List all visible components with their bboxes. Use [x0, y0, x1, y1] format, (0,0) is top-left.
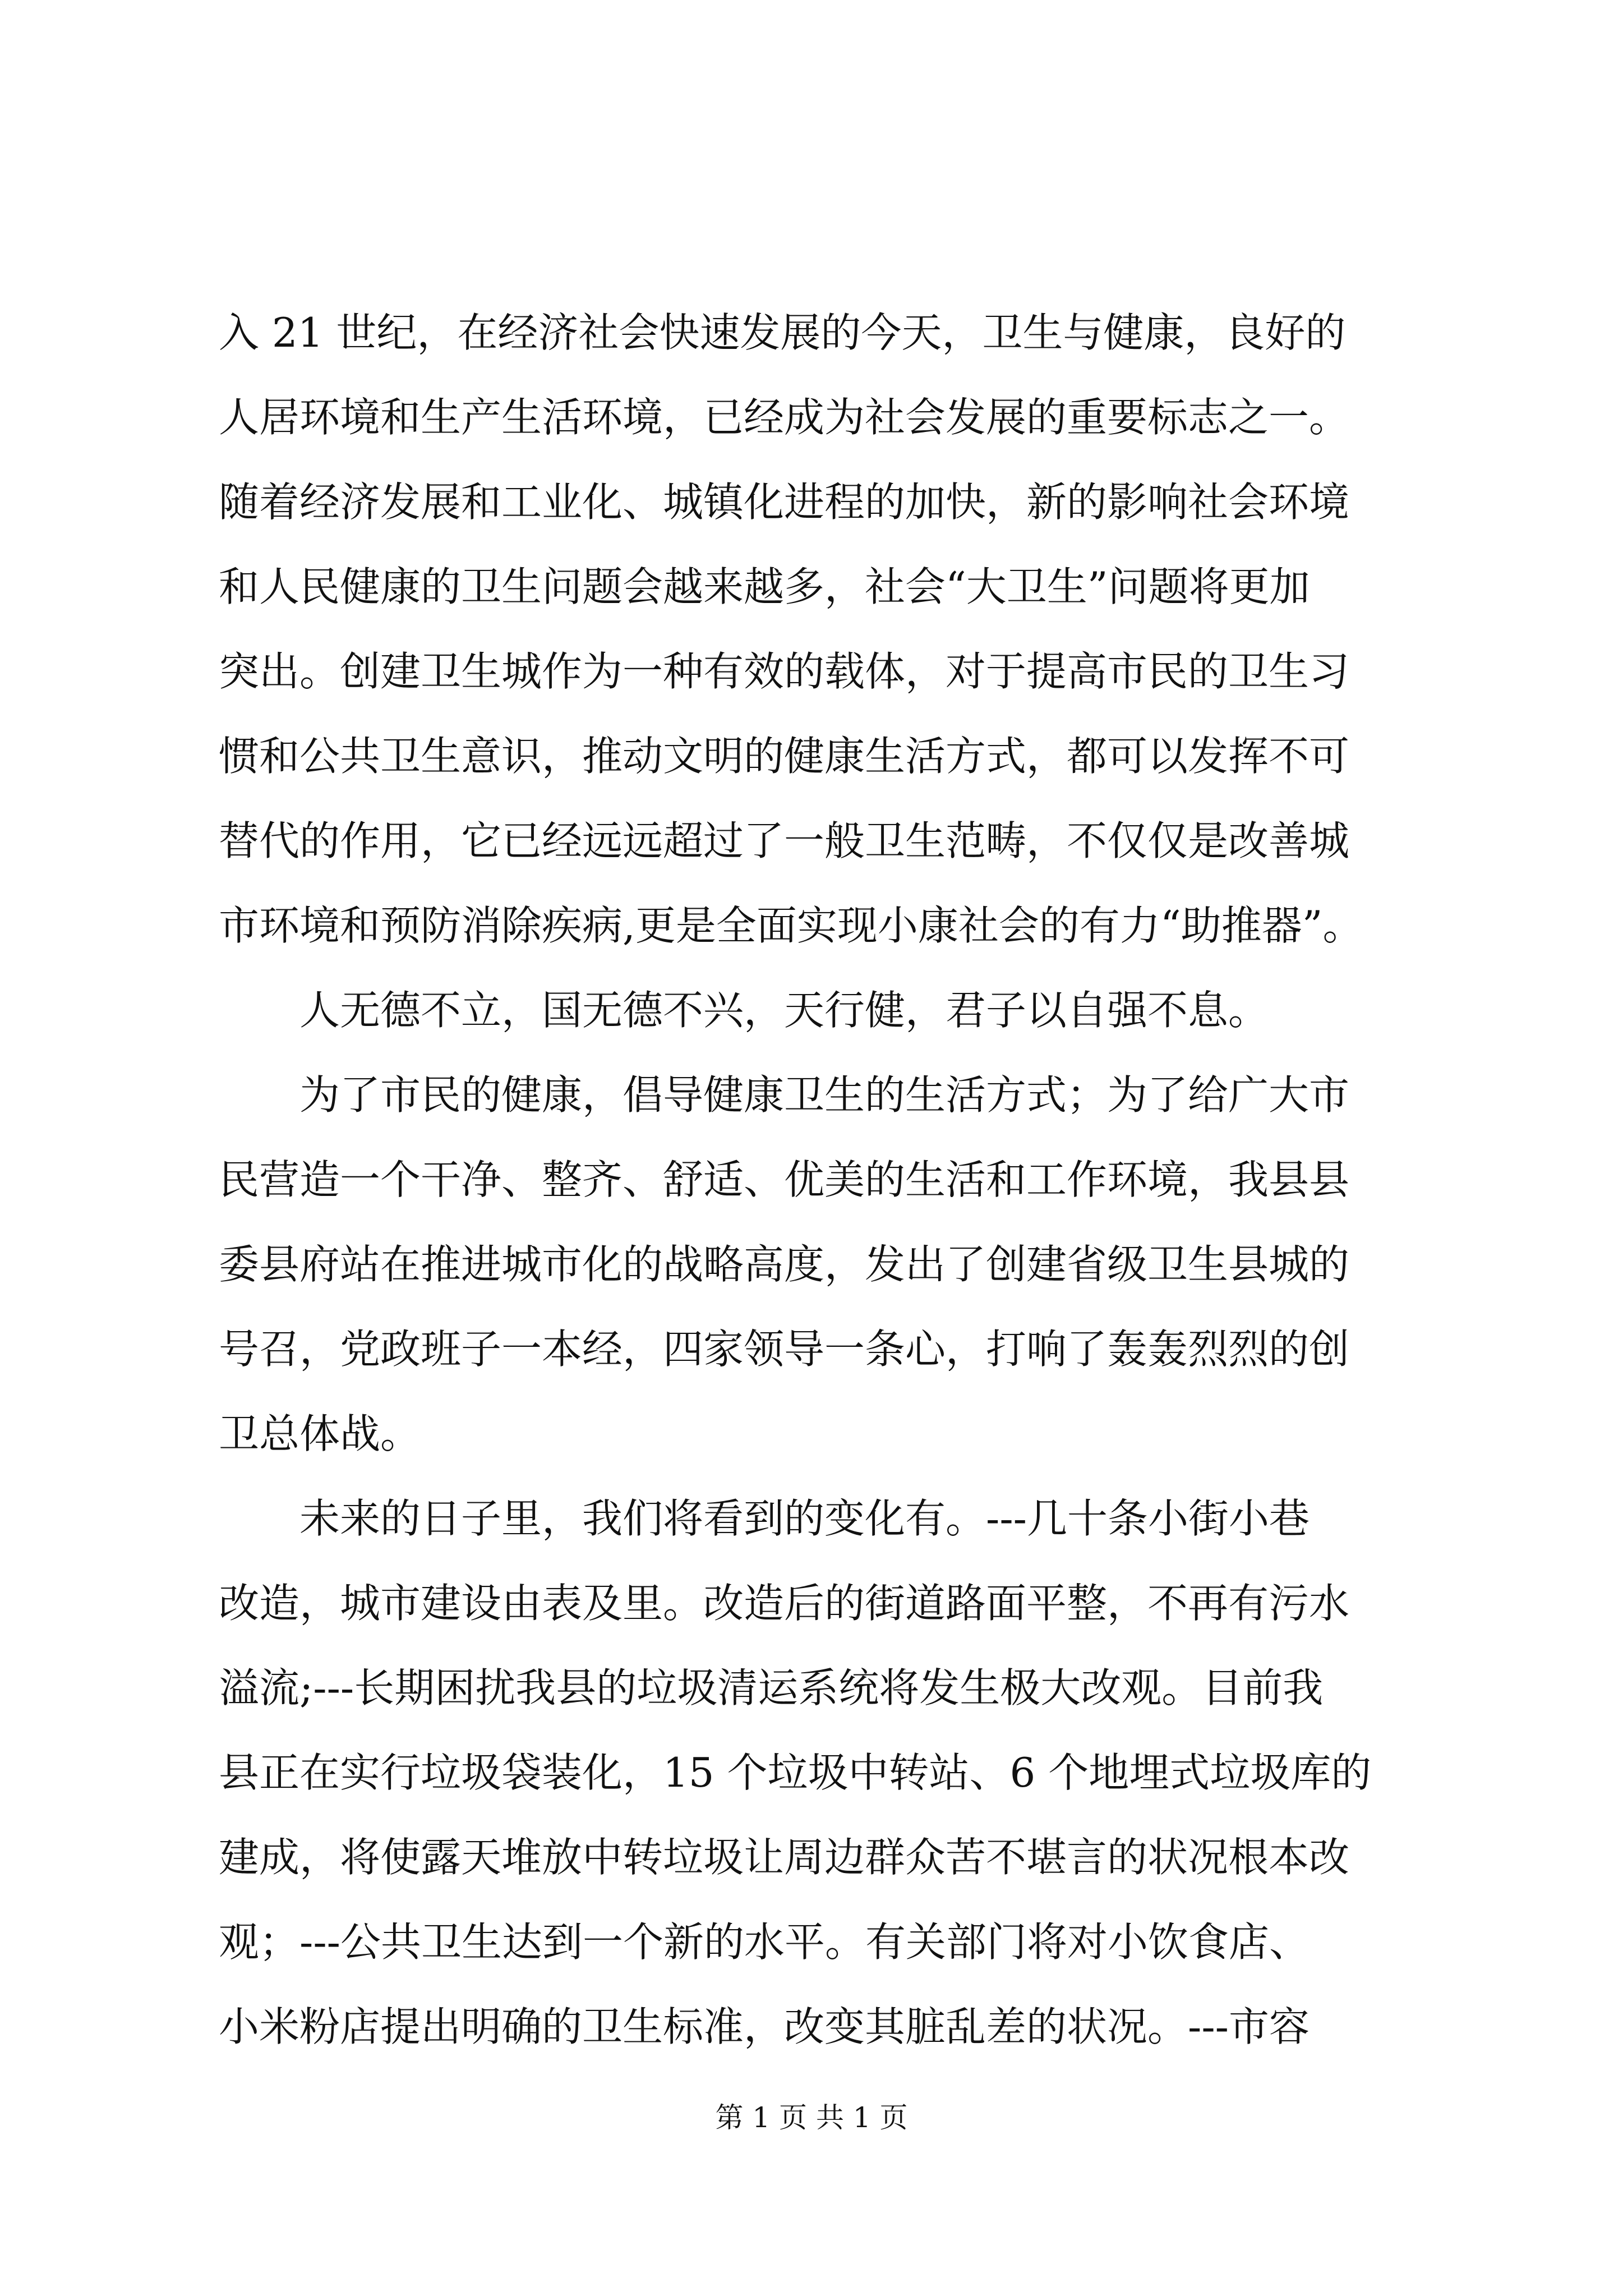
- text-line: 惯和公共卫生意识，推动文明的健康生活方式，都可以发挥不可: [219, 733, 1350, 780]
- text-line: 人居环境和生产生活环境，已经成为社会发展的重要标志之一。: [219, 394, 1350, 441]
- paragraph-start-line: 未来的日子里，我们将看到的变化有。---几十条小街小巷: [299, 1495, 1310, 1542]
- text-line: 观；---公共卫生达到一个新的水平。有关部门将对小饮食店、: [219, 1918, 1310, 1966]
- text-line: 突出。创建卫生城作为一种有效的载体，对于提高市民的卫生习: [219, 648, 1350, 695]
- text-line: 委县府站在推进城市化的战略高度，发出了创建省级卫生县城的: [219, 1241, 1350, 1288]
- text-line: 卫总体战。: [219, 1410, 421, 1457]
- paragraph-start-line: 人无德不立，国无德不兴，天行健，君子以自强不息。: [299, 987, 1269, 1034]
- page-number-footer: 第 1 页 共 1 页: [715, 2101, 908, 2134]
- document-body: [219, 291, 1436, 2069]
- text-line: 县正在实行垃圾袋装化，15 个垃圾中转站、6 个地埋式垃圾库的: [219, 1749, 1372, 1796]
- text-line: 改造，城市建设由表及里。改造后的街道路面平整，不再有污水: [219, 1580, 1350, 1627]
- text-line: 民营造一个干净、整齐、舒适、优美的生活和工作环境，我县县: [219, 1156, 1350, 1203]
- text-line: 市环境和预防消除疾病,更是全面实现小康社会的有力“助推器”。: [219, 902, 1363, 949]
- text-line: 溢流;---长期困扰我县的垃圾清运系统将发生极大改观。目前我: [219, 1664, 1324, 1711]
- text-line: 和人民健康的卫生问题会越来越多，社会“大卫生”问题将更加: [219, 563, 1310, 610]
- text-line: 替代的作用，它已经远远超过了一般卫生范畴，不仅仅是改善城: [219, 817, 1350, 864]
- text-line: 建成，将使露天堆放中转垃圾让周边群众苦不堪言的状况根本改: [219, 1834, 1350, 1881]
- text-line: 小米粉店提出明确的卫生标准，改变其脏乱差的状况。---市容: [219, 2003, 1310, 2050]
- text-line: 随着经济发展和工业化、城镇化进程的加快，新的影响社会环境: [219, 478, 1350, 526]
- text-line: 号召，党政班子一本经，四家领导一条心，打响了轰轰烈烈的创: [219, 1326, 1350, 1373]
- text-line: 入 21 世纪，在经济社会快速发展的今天，卫生与健康，良好的: [219, 309, 1346, 356]
- paragraph-start-line: 为了市民的健康，倡导健康卫生的生活方式；为了给广大市: [299, 1071, 1350, 1119]
